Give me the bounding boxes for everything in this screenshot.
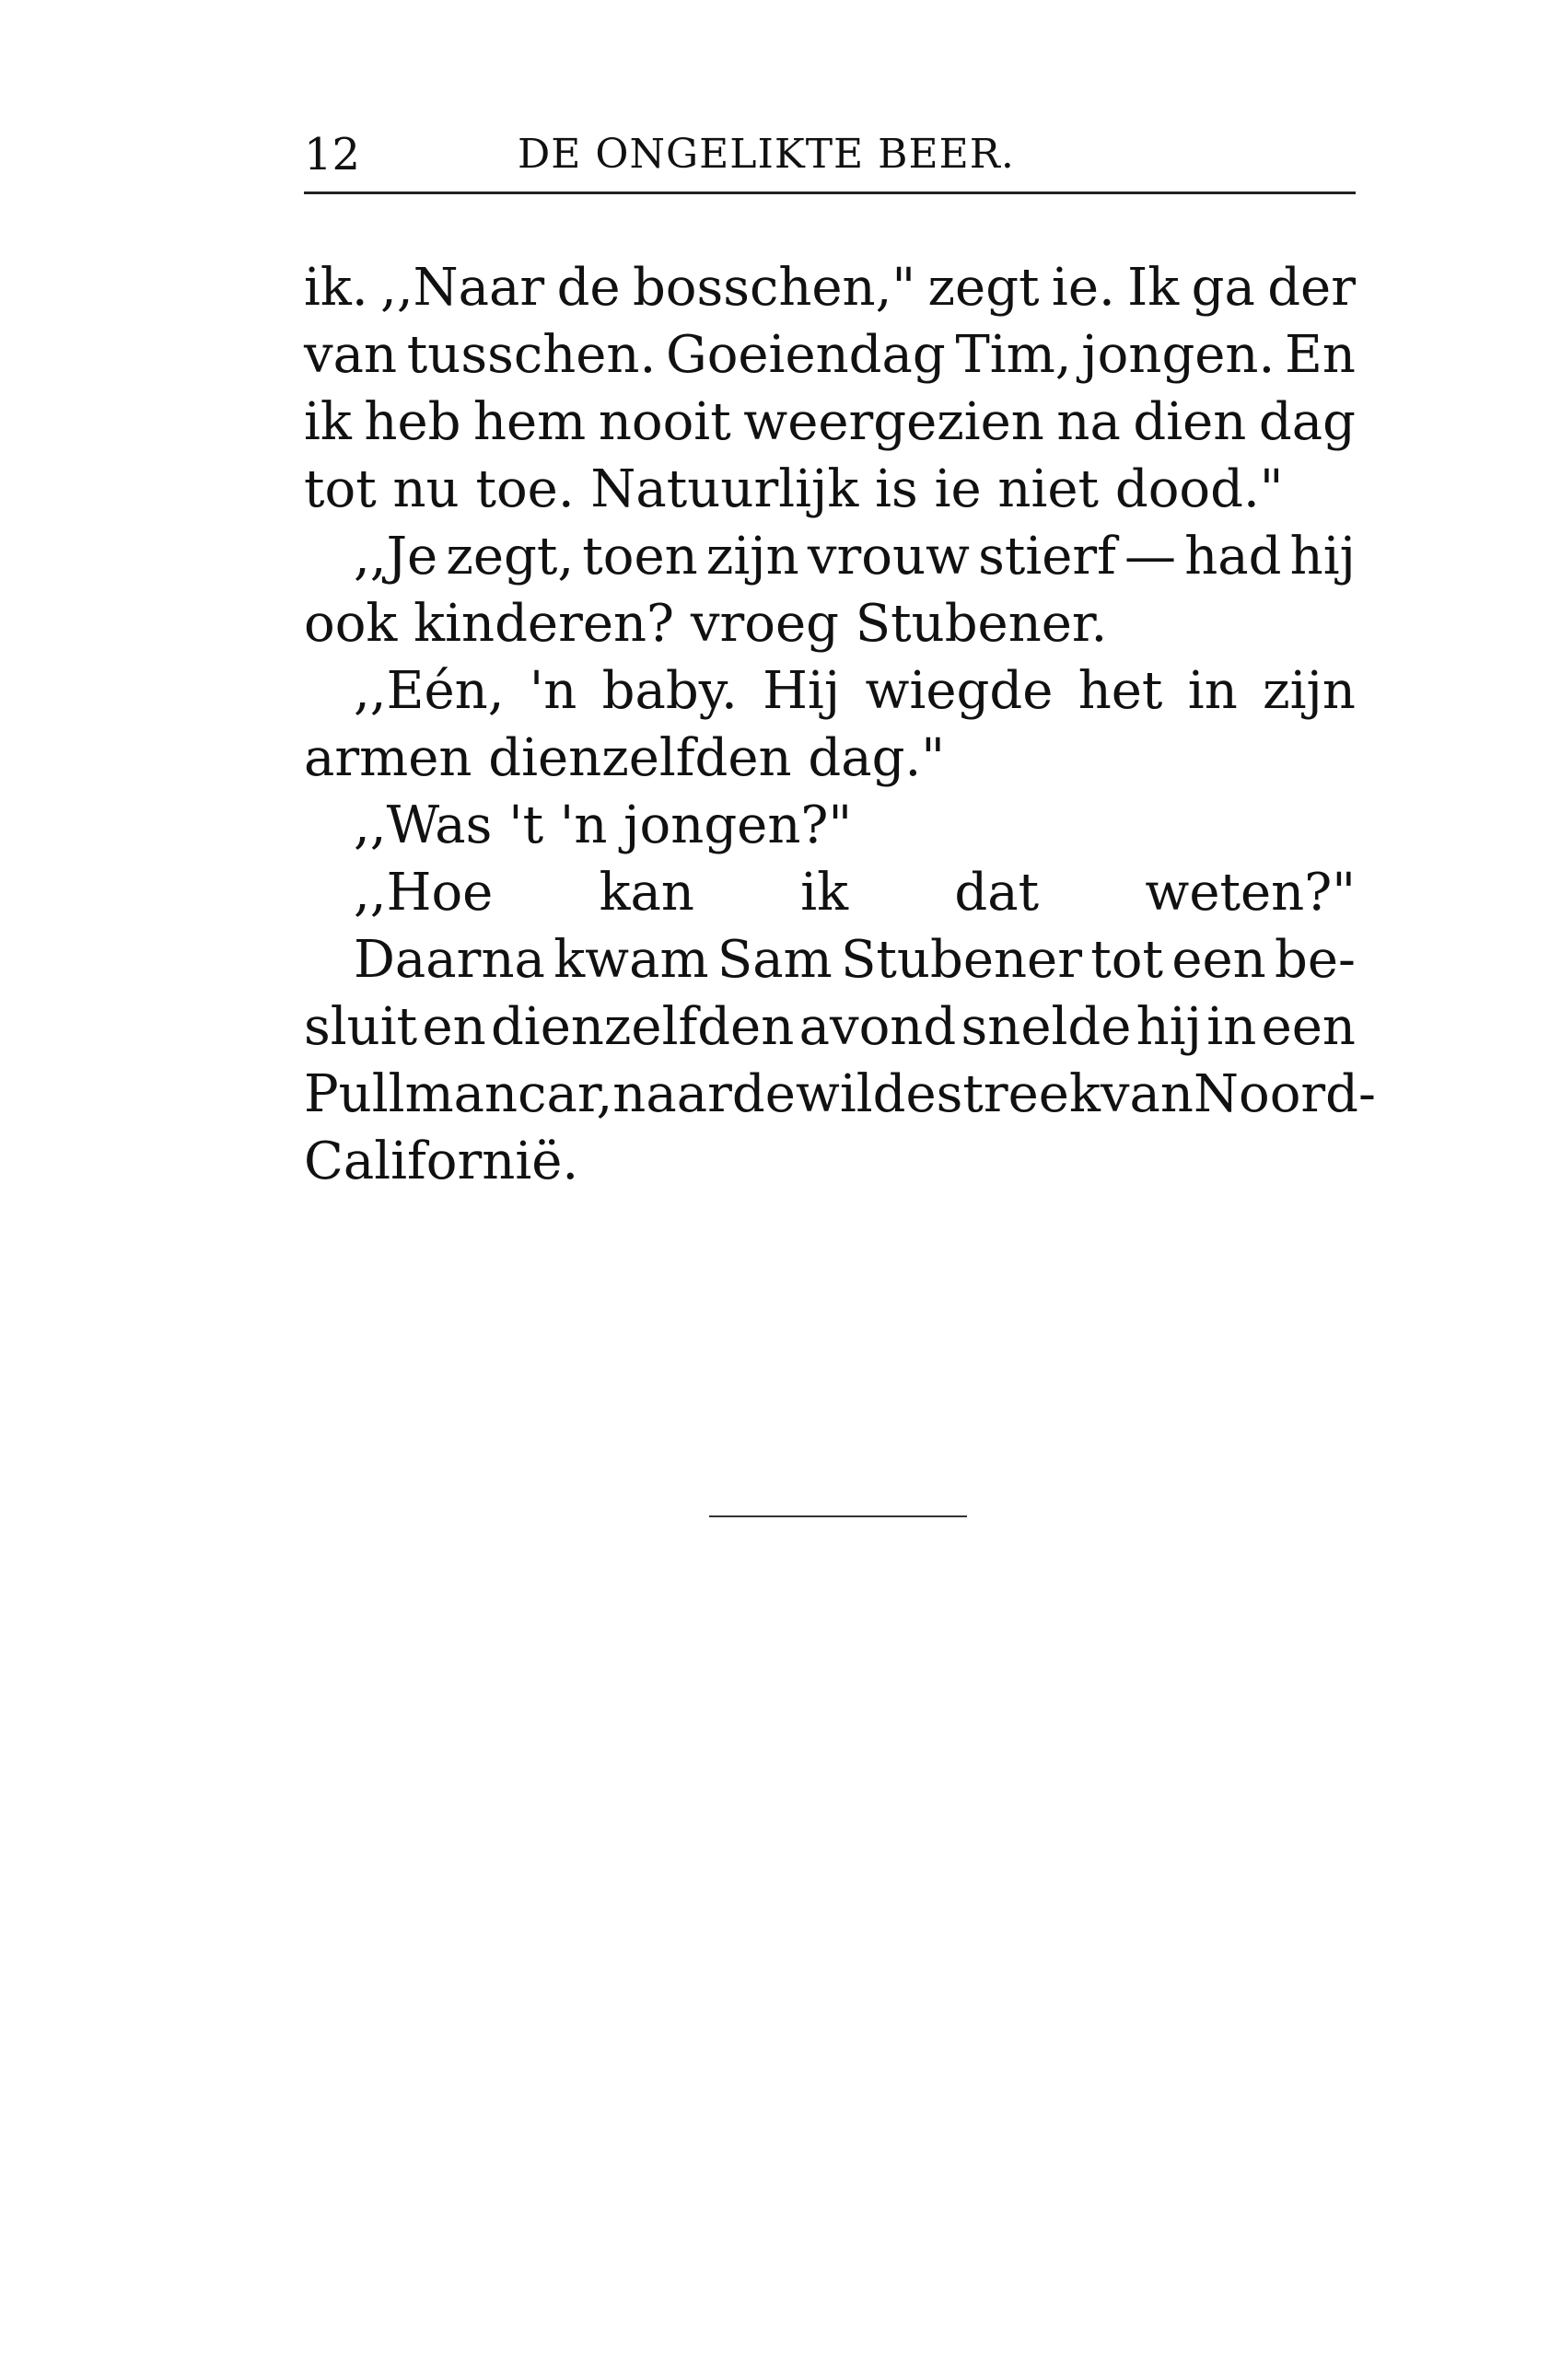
- word: en: [422, 997, 486, 1057]
- word: van: [304, 325, 398, 385]
- word: Tim,: [955, 325, 1072, 385]
- text-line: [304, 792, 1356, 859]
- word: Ik: [1127, 258, 1180, 318]
- word: ga: [1191, 258, 1255, 318]
- word: kan: [599, 863, 694, 923]
- word: toen: [582, 527, 698, 586]
- word: zijn: [705, 527, 799, 586]
- word: 'n: [529, 661, 577, 721]
- body-text: [304, 254, 1376, 1195]
- word: Daarna: [354, 930, 545, 990]
- word: zegt: [927, 258, 1040, 318]
- word: de: [731, 1064, 796, 1124]
- word: tusschen.: [406, 325, 657, 385]
- word: dag: [1258, 392, 1356, 452]
- word: ik: [304, 392, 352, 452]
- word: der: [1267, 258, 1356, 318]
- word: in: [1187, 661, 1238, 721]
- word: jongen.: [1081, 325, 1276, 385]
- word: tot nu toe. Natuurlijk is ie niet dood.": [304, 459, 1284, 519]
- word: had: [1184, 527, 1282, 586]
- word: armen dienzelfden dag.": [304, 728, 946, 788]
- word: Sam: [716, 930, 833, 990]
- text-line: [304, 926, 1356, 993]
- word: Noord-: [1193, 1064, 1376, 1124]
- running-title: DE ONGELIKTE BEER.: [518, 131, 1015, 178]
- word: het: [1078, 661, 1163, 721]
- word: Pullmancar,: [304, 1064, 613, 1124]
- text-line: [304, 254, 1356, 321]
- text-line: [304, 590, 1356, 657]
- paragraph: [304, 792, 1356, 859]
- word: be-: [1275, 930, 1356, 990]
- word: hem: [472, 392, 587, 452]
- page-number: 12: [304, 129, 361, 180]
- word: ie.: [1051, 258, 1115, 318]
- word: kwam: [553, 930, 709, 990]
- paragraph: [304, 859, 1356, 926]
- word: heb: [364, 392, 461, 452]
- text-line: [304, 389, 1356, 456]
- text-line: [304, 321, 1356, 389]
- word: naar: [612, 1064, 732, 1124]
- word: bosschen,": [632, 258, 916, 318]
- word: zegt,: [446, 527, 575, 586]
- word: nooit: [598, 392, 731, 452]
- word: ,,Je: [354, 527, 438, 586]
- text-line: [304, 1128, 1356, 1195]
- text-line: [304, 725, 1356, 792]
- text-line: [304, 657, 1356, 725]
- word: hij: [1289, 527, 1356, 586]
- text-line: [304, 523, 1356, 590]
- word: de: [556, 258, 621, 318]
- word: dien: [1133, 392, 1247, 452]
- word: ,,Hoe: [354, 863, 494, 923]
- word: ,,Naar: [380, 258, 545, 318]
- word: wiegde: [865, 661, 1054, 721]
- word: ,,Eén,: [354, 661, 505, 721]
- word: dat: [954, 863, 1040, 923]
- word: —: [1124, 527, 1177, 586]
- text-line: [304, 1061, 1376, 1128]
- word: Goeiendag: [665, 325, 946, 385]
- word: En: [1284, 325, 1356, 385]
- word: baby.: [601, 661, 738, 721]
- word: ik: [800, 863, 849, 923]
- word: Stubener: [841, 930, 1082, 990]
- text-line: [304, 456, 1356, 523]
- word: hij: [1136, 997, 1202, 1057]
- page-header: [304, 127, 1356, 182]
- word: vrouw: [807, 527, 970, 586]
- word: stierf: [978, 527, 1116, 586]
- paragraph: [304, 926, 1376, 1195]
- word: zijn: [1263, 661, 1356, 721]
- word: wilde: [795, 1064, 937, 1124]
- word: sluit: [304, 997, 418, 1057]
- word: ook kinderen? vroeg Stubener.: [304, 594, 1108, 654]
- word: tot: [1090, 930, 1164, 990]
- word: weten?": [1145, 863, 1356, 923]
- word: ,,Was 't 'n jongen?": [354, 795, 853, 855]
- chapter-end-rule: [709, 1515, 967, 1517]
- header-rule: [304, 192, 1356, 194]
- paragraph: [304, 254, 1356, 523]
- word: dienzelfden: [490, 997, 795, 1057]
- word: snelde: [961, 997, 1132, 1057]
- word: in: [1206, 997, 1257, 1057]
- word: streek: [936, 1064, 1101, 1124]
- word: van: [1100, 1064, 1194, 1124]
- word: Hij: [763, 661, 841, 721]
- paragraph: [304, 657, 1356, 792]
- word: een: [1261, 997, 1356, 1057]
- word: ik.: [304, 258, 368, 318]
- paragraph: [304, 523, 1356, 657]
- word: weergezien: [743, 392, 1044, 452]
- text-line: [304, 993, 1356, 1061]
- word: een: [1171, 930, 1266, 990]
- word: avond: [798, 997, 957, 1057]
- text-line: [304, 859, 1356, 926]
- word: na: [1056, 392, 1121, 452]
- word: Californië.: [304, 1132, 579, 1191]
